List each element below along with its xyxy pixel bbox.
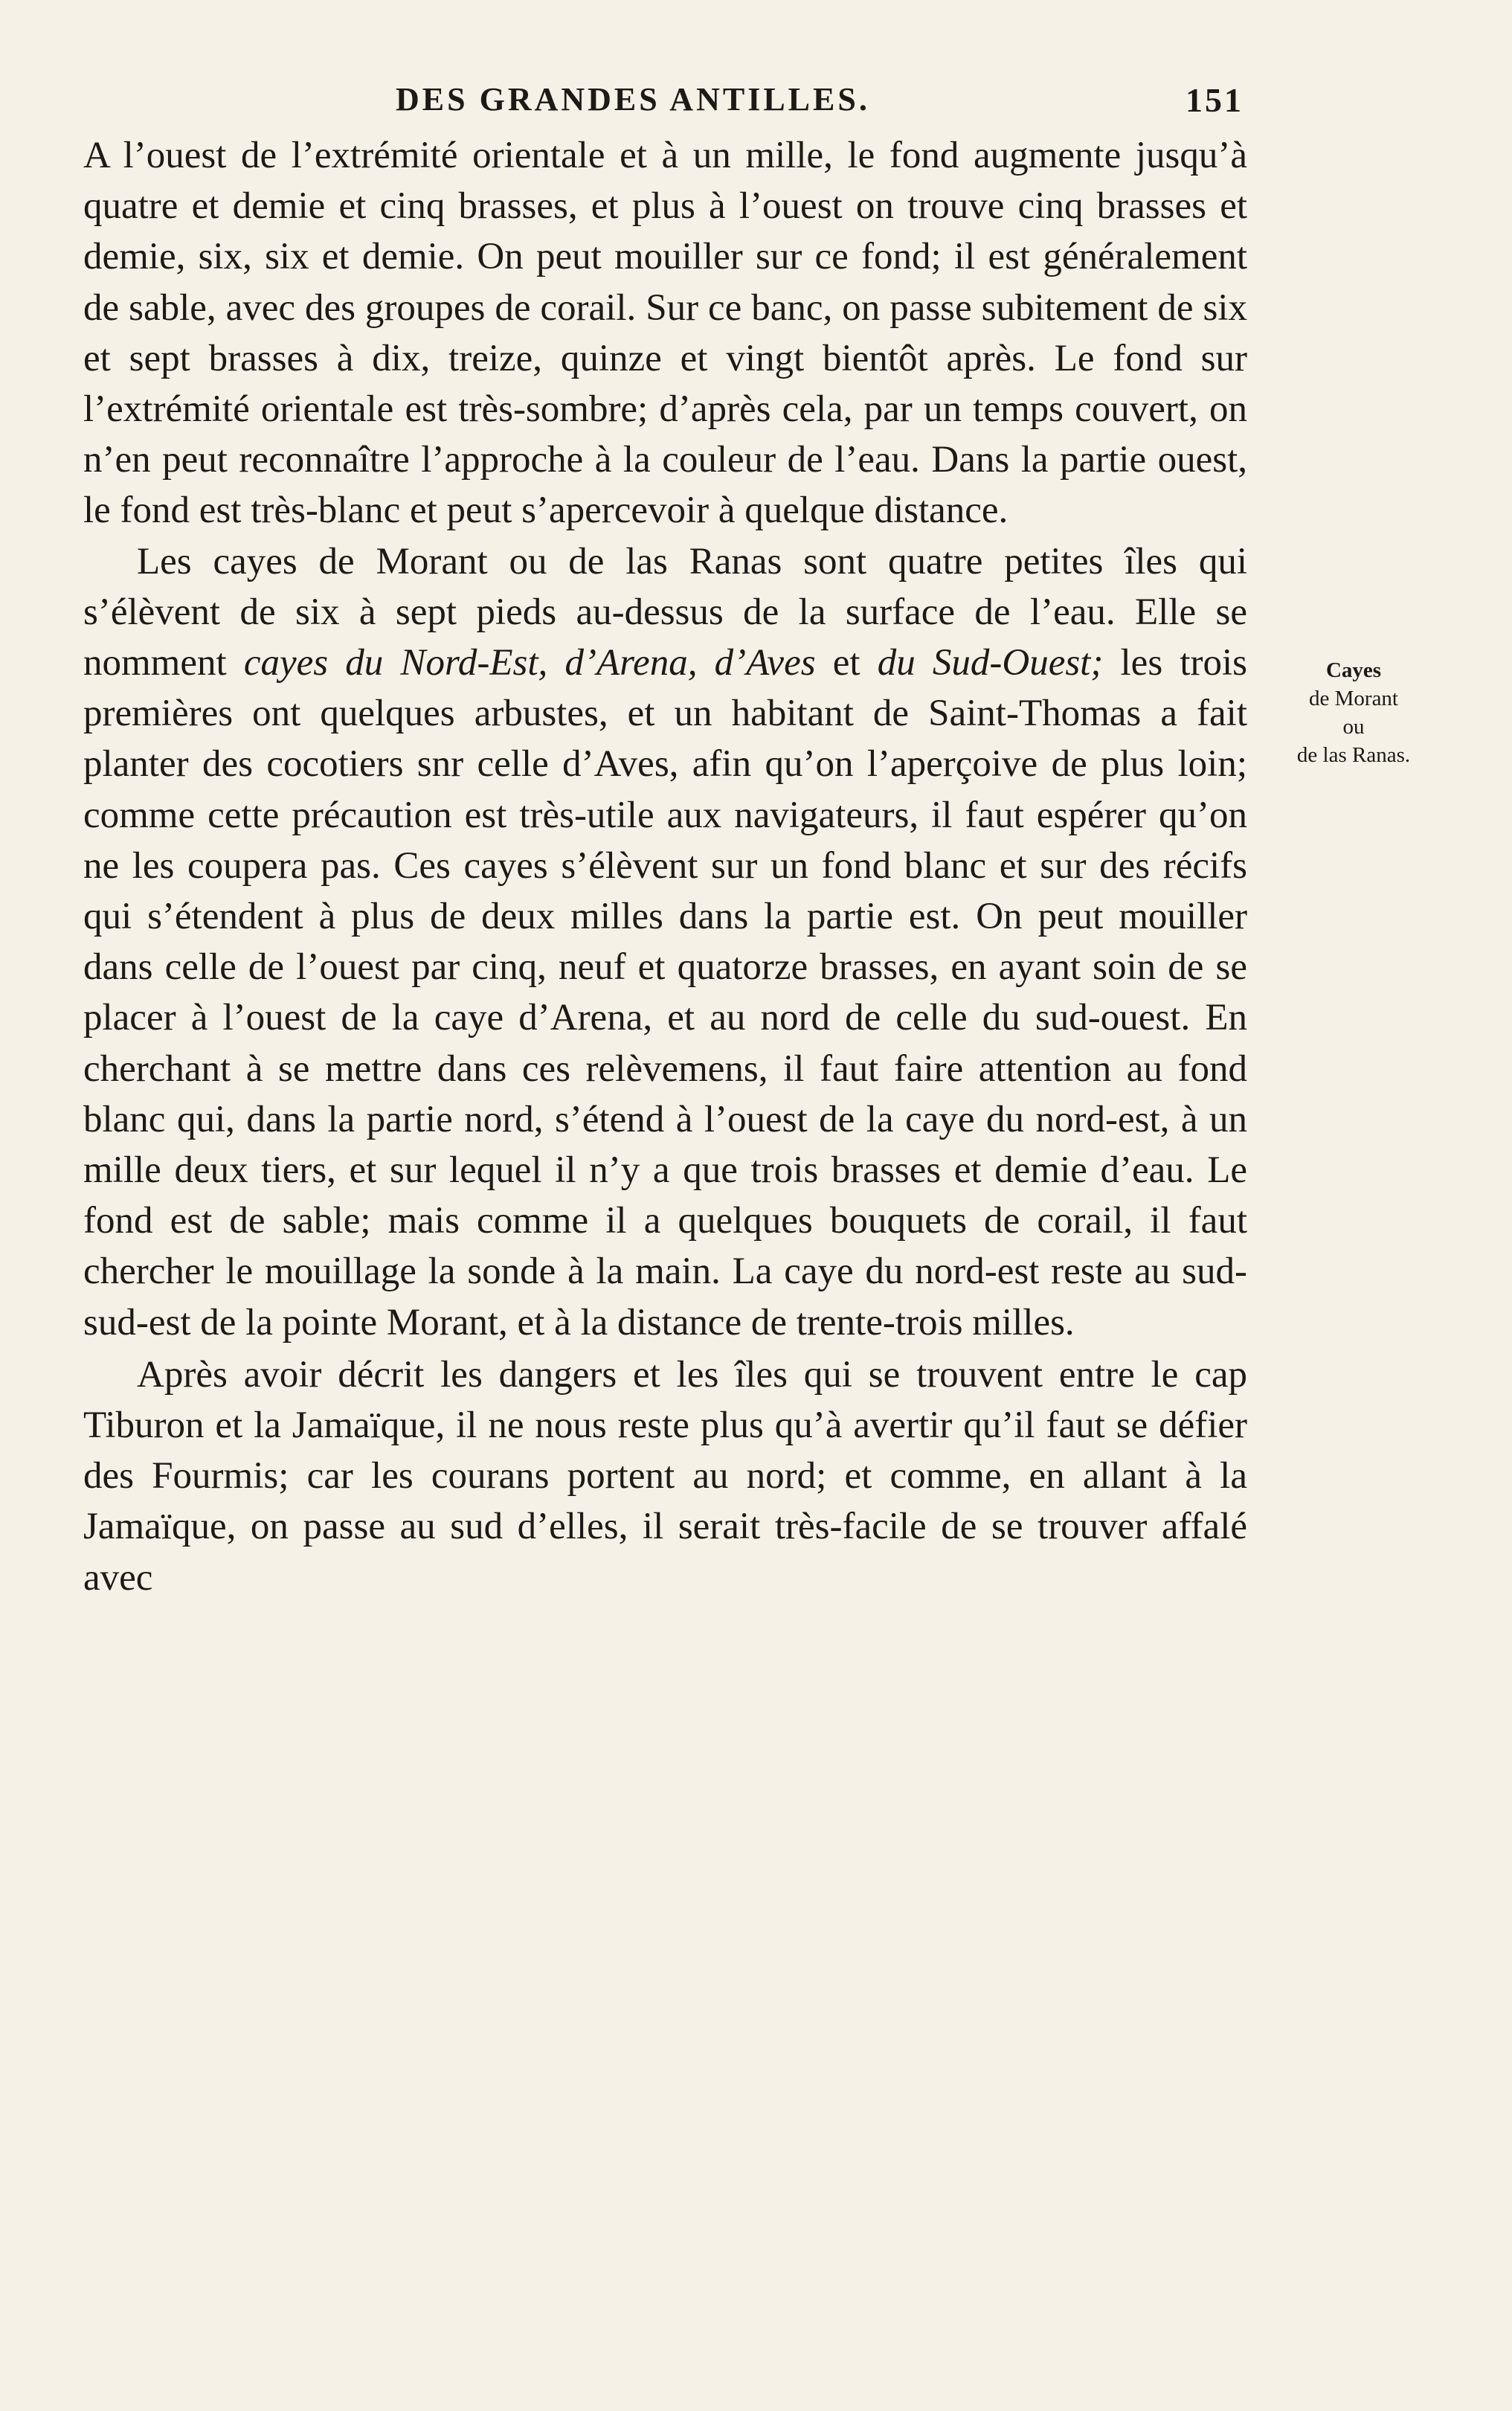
paragraph-1: A l’ouest de l’extrémité orientale et à un mille, le fond augmente jusqu’à quatre et demie et cinq brasses, et plus à l’ouest on trouve cinq brasses et demie, six, six et demie. On peut mouiller sur ce fond; il est généralement de sable, avec des groupes de corail. Sur ce banc, on passe subitement de six et sept brasses à dix, treize, quinze et vingt bientôt après. Le fond sur l’extrémité orientale est très-sombre; d’après cela, par un temps couvert, on n’en peut reconnaître l’approche à la couleur de l’eau. Dans la partie ouest, le fond est très-blanc et peut s’apercevoir à quelque distance. [83, 135, 1247, 532]
running-title: DES GRANDES ANTILLES. [396, 81, 870, 118]
paragraph-3: Après avoir décrit les dangers et les îles qui se trouvent entre le cap Tiburon et la Jamaïque, il ne nous reste plus qu’à avertir qu’il faut se défier des Fourmis; car les courans portent au nord; et comme, en allant à la Jamaïque, on passe au sud d’elles, il serait très-facile de se trouver affalé avec [83, 1353, 1247, 1599]
paragraph-2-start: Les cayes de Morant ou de las Ranas sont quatre petites îles qui s’élèvent de six à sept pieds au-dessus de la surface de l’eau. Elle se nomment [83, 540, 1247, 684]
paragraph-2-end: les trois premières ont quelques arbustes, et un habitant de Saint-Thomas a fait planter des cocotiers snr celle d’Aves, afin qu’on l’aperçoive de plus loin; comme cette précaution est très-utile aux navigateurs, il faut espérer qu’on ne les coupera pas. Ces cayes s’élèvent sur un fond blanc et sur des récifs qui s’étendent à plus de deux milles dans la partie est. On peut mouiller dans celle de l’ouest par cinq, neuf et quatorze brasses, en ayant soin de se placer à l’ouest de la caye d’Arena, et au nord de celle du sud-ouest. En cherchant à se mettre dans ces relèvemens, il faut faire attention au fond blanc qui, dans la partie nord, s’étend à l’ouest de la caye du nord-est, à un mille deux tiers, et sur lequel il n’y a que trois brasses et demie d’eau. Le fond est de sable; mais comme il a quelques bouquets de corail, il faut chercher le mouillage la sonde à la main. La caye du nord-est reste au sud-sud-est de la pointe Morant, et à la distance de trente-trois milles. [83, 642, 1248, 1343]
marginal-note-line-4: de las Ranas. [1296, 743, 1411, 767]
running-head [83, 80, 1244, 125]
marginal-note [1268, 656, 1439, 769]
paragraph-2 [83, 536, 1247, 1348]
paragraph-2-italic-southwest: du Sud-Ouest; [877, 642, 1104, 684]
marginal-note-line-3: ou [1342, 715, 1365, 739]
paragraph-2-conjunction: et [832, 642, 860, 684]
paragraph-2-italic-names: cayes du Nord-Est, d’Arena, d’Aves [243, 642, 816, 684]
marginal-note-line-1: Cayes [1325, 658, 1382, 682]
marginal-note-line-2: de Morant [1309, 687, 1398, 710]
main-text [83, 130, 1247, 1603]
page-number: 151 [1186, 81, 1244, 119]
